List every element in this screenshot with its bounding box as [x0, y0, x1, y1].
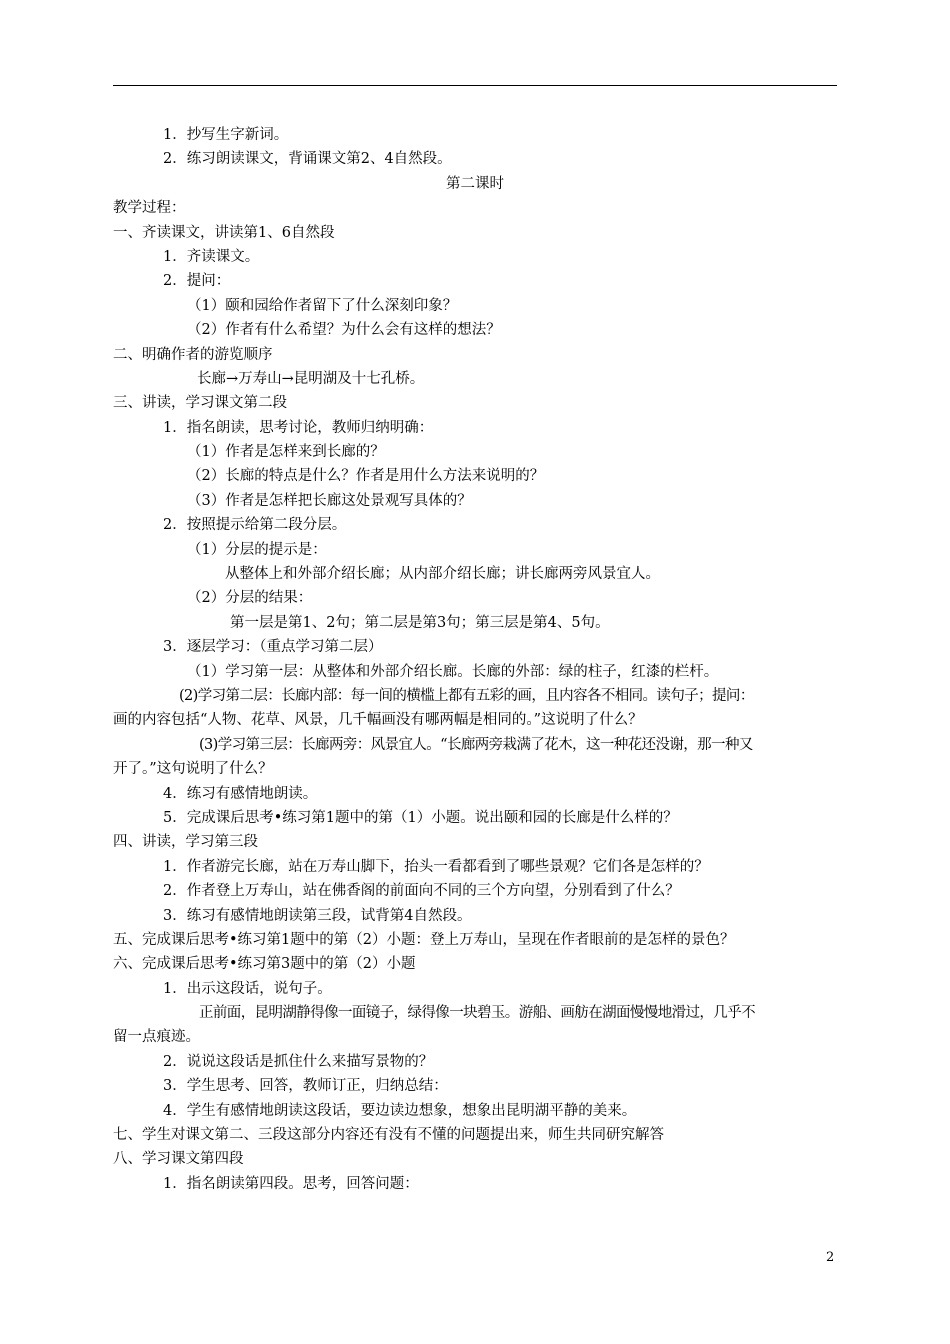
- text-line: 2．提问：: [163, 273, 231, 290]
- text-line: （1）颐和园给作者留下了什么深刻印象？: [187, 297, 458, 314]
- text-line: 3．练习有感情地朗读第三段，试背第4自然段。: [163, 907, 472, 924]
- text-line: 1．指名朗读，思考讨论，教师归纳明确：: [163, 419, 434, 436]
- text-line: 长廊→万寿山→昆明湖及十七孔桥。: [197, 370, 425, 387]
- heading-line: 七、学生对课文第二、三段这部分内容还有没有不懂的问题提出来，师生共同研究解答: [113, 1127, 664, 1144]
- text-line: 开了。”这句说明了什么？: [113, 761, 273, 778]
- text-line: 从整体上和外部介绍长廊；从内部介绍长廊；讲长廊两旁风景宜人。: [225, 566, 660, 583]
- text-line: 1．指名朗读第四段。思考，回答问题：: [163, 1175, 419, 1192]
- text-line: 2．按照提示给第二段分层。: [163, 517, 347, 534]
- text-line: 画的内容包括“人物、花草、风景，几千幅画没有哪两幅是相同的。”这说明了什么？: [113, 712, 643, 729]
- text-line: （1）作者是怎样来到长廊的？: [187, 444, 385, 461]
- text-line: 1．作者游完长廊，站在万寿山脚下，抬头一看都看到了哪些景观？它们各是怎样的？: [163, 858, 709, 875]
- page-number: 2: [826, 1250, 835, 1265]
- text-line: (3)学习第三层：长廊两旁：风景宜人。“长廊两旁栽满了花木，这一种花还没谢，那一种又: [199, 736, 753, 753]
- text-line: 正前面，昆明湖静得像一面镜子，绿得像一块碧玉。游船、画舫在湖面慢慢地滑过，几乎不: [199, 1005, 755, 1022]
- heading-line: 一、齐读课文，讲读第1、6自然段: [113, 224, 335, 241]
- text-line: 2．说说这段话是抓住什么来描写景物的？: [163, 1053, 434, 1070]
- text-line: 1．齐读课文。: [163, 248, 260, 265]
- text-line: 1．抄写生字新词。: [163, 127, 289, 143]
- heading-line: 八、学习课文第四段: [113, 1151, 244, 1168]
- text-line: （1）分层的提示是：: [187, 541, 327, 558]
- text-line: (2)学习第二层：长廊内部：每一间的横槛上都有五彩的画，且内容各不相同。读句子；提问：: [179, 687, 754, 704]
- heading-line: 四、讲读，学习第三段: [113, 834, 258, 851]
- heading-line: 三、讲读，学习课文第二段: [113, 395, 287, 412]
- text-line: 3．学生思考、回答，教师订正，归纳总结：: [163, 1078, 448, 1095]
- text-line: 5．完成课后思考•练习第1题中的第（1）小题。说出颐和园的长廊是什么样的？: [163, 809, 678, 826]
- section-title: 第二课时: [446, 175, 504, 192]
- text-line: 3．逐层学习：（重点学习第二层）: [163, 639, 383, 656]
- document-body: [113, 123, 837, 1196]
- text-line: 4．学生有感情地朗读这段话，要边读边想象，想象出昆明湖平静的美来。: [163, 1102, 637, 1119]
- header-rule: [113, 85, 837, 86]
- text-line: 4．练习有感情地朗读。: [163, 785, 318, 802]
- heading-line: 教学过程：: [113, 200, 186, 217]
- text-line: 第一层是第1、2句；第二层是第3句；第三层是第4、5句。: [230, 614, 610, 631]
- text-line: 1．出示这段话，说句子。: [163, 980, 332, 997]
- text-line: 2．作者登上万寿山，站在佛香阁的前面向不同的三个方向望，分别看到了什么？: [163, 883, 680, 900]
- text-line: （1）学习第一层：从整体和外部介绍长廊。长廊的外部：绿的柱子，红漆的栏杆。: [187, 663, 719, 680]
- text-line: 留一点痕迹。: [113, 1029, 200, 1046]
- text-line: （2）长廊的特点是什么？作者是用什么方法来说明的？: [187, 468, 545, 485]
- heading-line: 六、完成课后思考•练习第3题中的第（2）小题: [113, 956, 416, 973]
- text-line: （2）作者有什么希望？为什么会有这样的想法？: [187, 322, 501, 339]
- text-line: （2）分层的结果：: [187, 590, 313, 607]
- heading-line: 五、完成课后思考•练习第1题中的第（2）小题：登上万寿山，呈现在作者眼前的是怎样的景色？: [113, 931, 735, 948]
- text-line: （3）作者是怎样把长廊这处景观写具体的？: [187, 492, 472, 509]
- text-line: 2．练习朗读课文，背诵课文第2、4自然段。: [163, 151, 452, 168]
- heading-line: 二、明确作者的游览顺序: [113, 346, 273, 363]
